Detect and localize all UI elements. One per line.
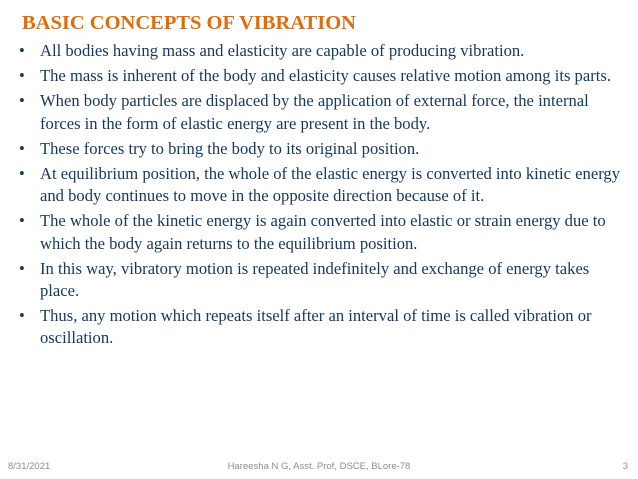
bullet-icon: • xyxy=(19,66,25,86)
bullet-icon: • xyxy=(19,91,25,111)
bullet-text: At equilibrium position, the whole of the elastic energy is converted into kinetic energy and body continues to move in the opposite direction because of it. xyxy=(40,164,621,206)
bullet-text: Thus, any motion which repeats itself after an interval of time is called vibration or oscillation. xyxy=(40,306,592,348)
bullet-text: The mass is inherent of the body and elasticity causes relative motion among its parts. xyxy=(40,66,611,86)
bullet-icon: • xyxy=(19,306,25,326)
footer-date: 8/31/2021 xyxy=(8,461,51,472)
bullet-item xyxy=(18,40,628,62)
bullet-item xyxy=(18,258,628,302)
footer-author: Hareesha N G, Asst. Prof, DSCE, BLore-78 xyxy=(227,461,411,472)
bullet-icon: • xyxy=(19,41,25,60)
bullet-text: The whole of the kinetic energy is again converted into elastic or strain energy due to which the body again returns to the equilibrium position. xyxy=(40,211,606,253)
footer-page-number: 3 xyxy=(622,461,628,472)
bullet-icon: • xyxy=(19,258,25,278)
bullet-item xyxy=(18,138,628,160)
bullet-text: When body particles are displaced by the application of external force, the internal forces in the form of elastic energy are present in the body. xyxy=(40,91,589,133)
bullet-icon: • xyxy=(19,211,25,231)
bullet-text: In this way, vibratory motion is repeated indefinitely and exchange of energy takes place. xyxy=(40,258,590,301)
bullet-text: These forces try to bring the body to its original position. xyxy=(40,138,420,158)
bullet-item xyxy=(18,305,628,349)
bullet-icon: • xyxy=(19,164,25,184)
bullet-item xyxy=(18,90,628,134)
bullet-icon: • xyxy=(19,138,25,158)
bullet-item xyxy=(18,210,628,254)
bullet-item xyxy=(18,163,628,207)
bullet-item xyxy=(18,65,628,87)
bullet-text: All bodies having mass and elasticity are capable of producing vibration. xyxy=(40,41,525,60)
bullet-list xyxy=(18,40,628,353)
slide-title: BASIC CONCEPTS OF VIBRATION xyxy=(22,12,356,34)
